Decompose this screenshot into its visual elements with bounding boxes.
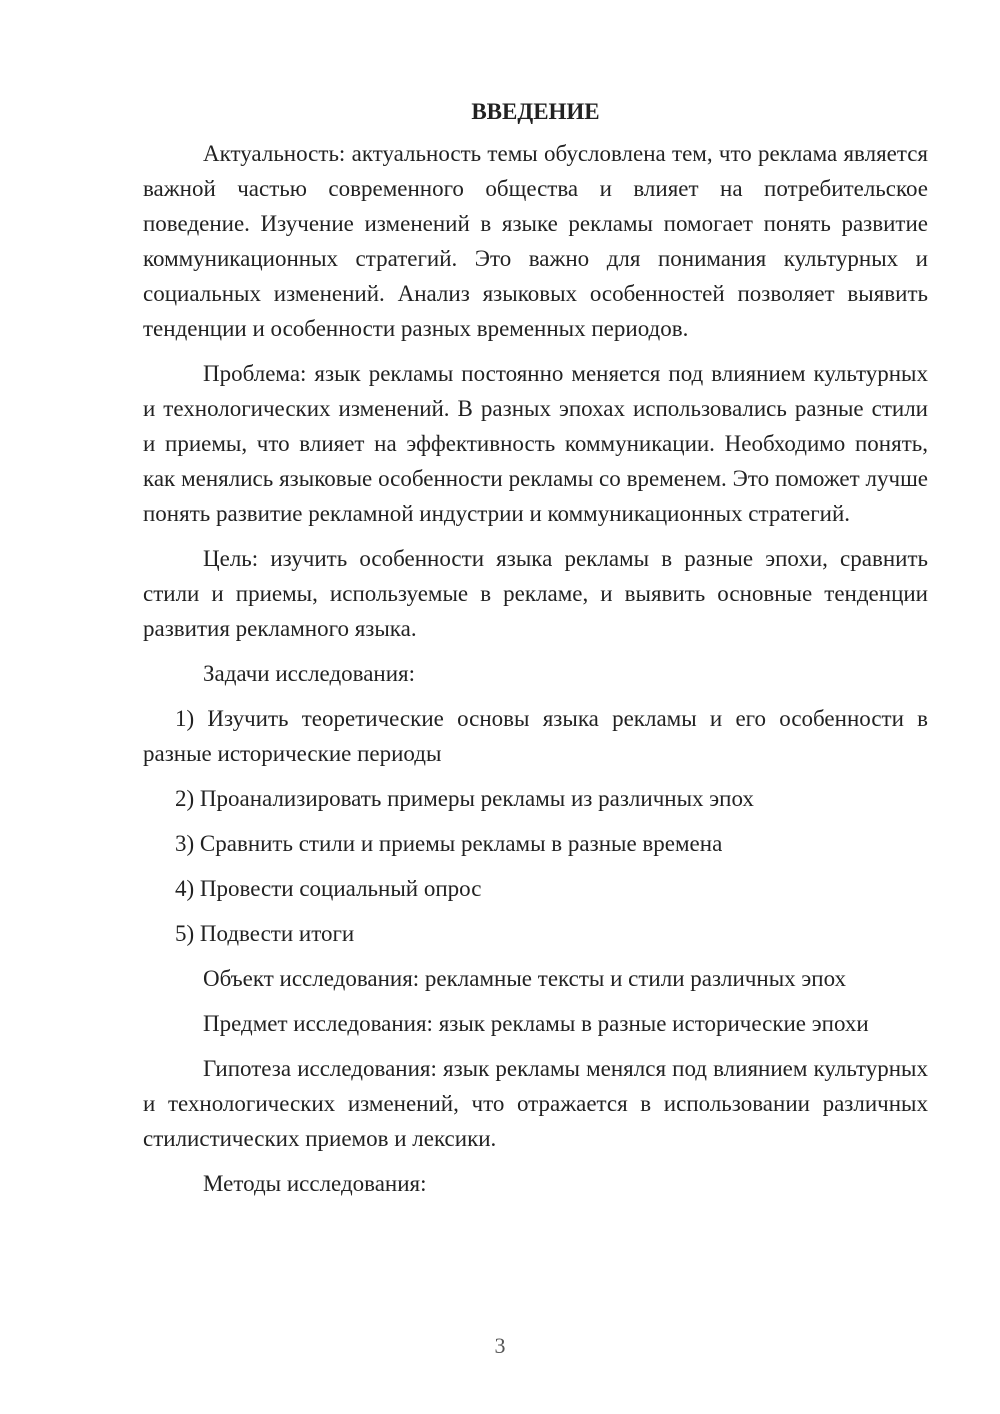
hypothesis-paragraph: Гипотеза исследования: язык рекламы менялся под влиянием культурных и технологических изменений, что отражается в использовании различных стилистических приемов и лексики. (143, 1056, 928, 1151)
relevance-paragraph: Актуальность: актуальность темы обусловлена тем, что реклама является важной частью современного общества и влияет на потребительское поведение. Изучение изменений в языке рекламы помогает понять развитие коммуникационных стратегий. Это важно для понимания культурных и социальных изменений. Анализ языковых особенностей позволяет выявить тенденции и особенности разных временных периодов. (143, 141, 928, 341)
object-paragraph: Объект исследования: рекламные тексты и стили различных эпох (203, 966, 847, 991)
task-item-2: 2) Проанализировать примеры рекламы из различных эпох (175, 786, 754, 811)
tasks-heading: Задачи исследования: (203, 661, 416, 686)
task-item-5: 5) Подвести итоги (175, 921, 355, 946)
document-body (143, 94, 928, 1211)
task-item-3: 3) Сравнить стили и приемы рекламы в разные времена (175, 831, 723, 856)
subject-paragraph: Предмет исследования: язык рекламы в разные исторические эпохи (203, 1011, 869, 1036)
task-item-4: 4) Провести социальный опрос (175, 876, 482, 901)
task-item-1: 1) Изучить теоретические основы языка рекламы и его особенности в разные исторические периоды (143, 706, 928, 766)
methods-heading: Методы исследования: (203, 1171, 427, 1196)
page-number: 3 (494, 1333, 506, 1358)
problem-paragraph: Проблема: язык рекламы постоянно меняется под влиянием культурных и технологических изменений. В разных эпохах использовались разные стили и приемы, что влияет на эффективность коммуникации. Необходимо понять, как менялись языковые особенности рекламы со временем. Это поможет лучше понять развитие рекламной индустрии и коммуникационных стратегий. (143, 361, 928, 526)
goal-paragraph: Цель: изучить особенности языка рекламы в разные эпохи, сравнить стили и приемы, используемые в рекламе, и выявить основные тенденции развития рекламного языка. (143, 546, 928, 641)
page-title: ВВЕДЕНИЕ (471, 99, 600, 124)
